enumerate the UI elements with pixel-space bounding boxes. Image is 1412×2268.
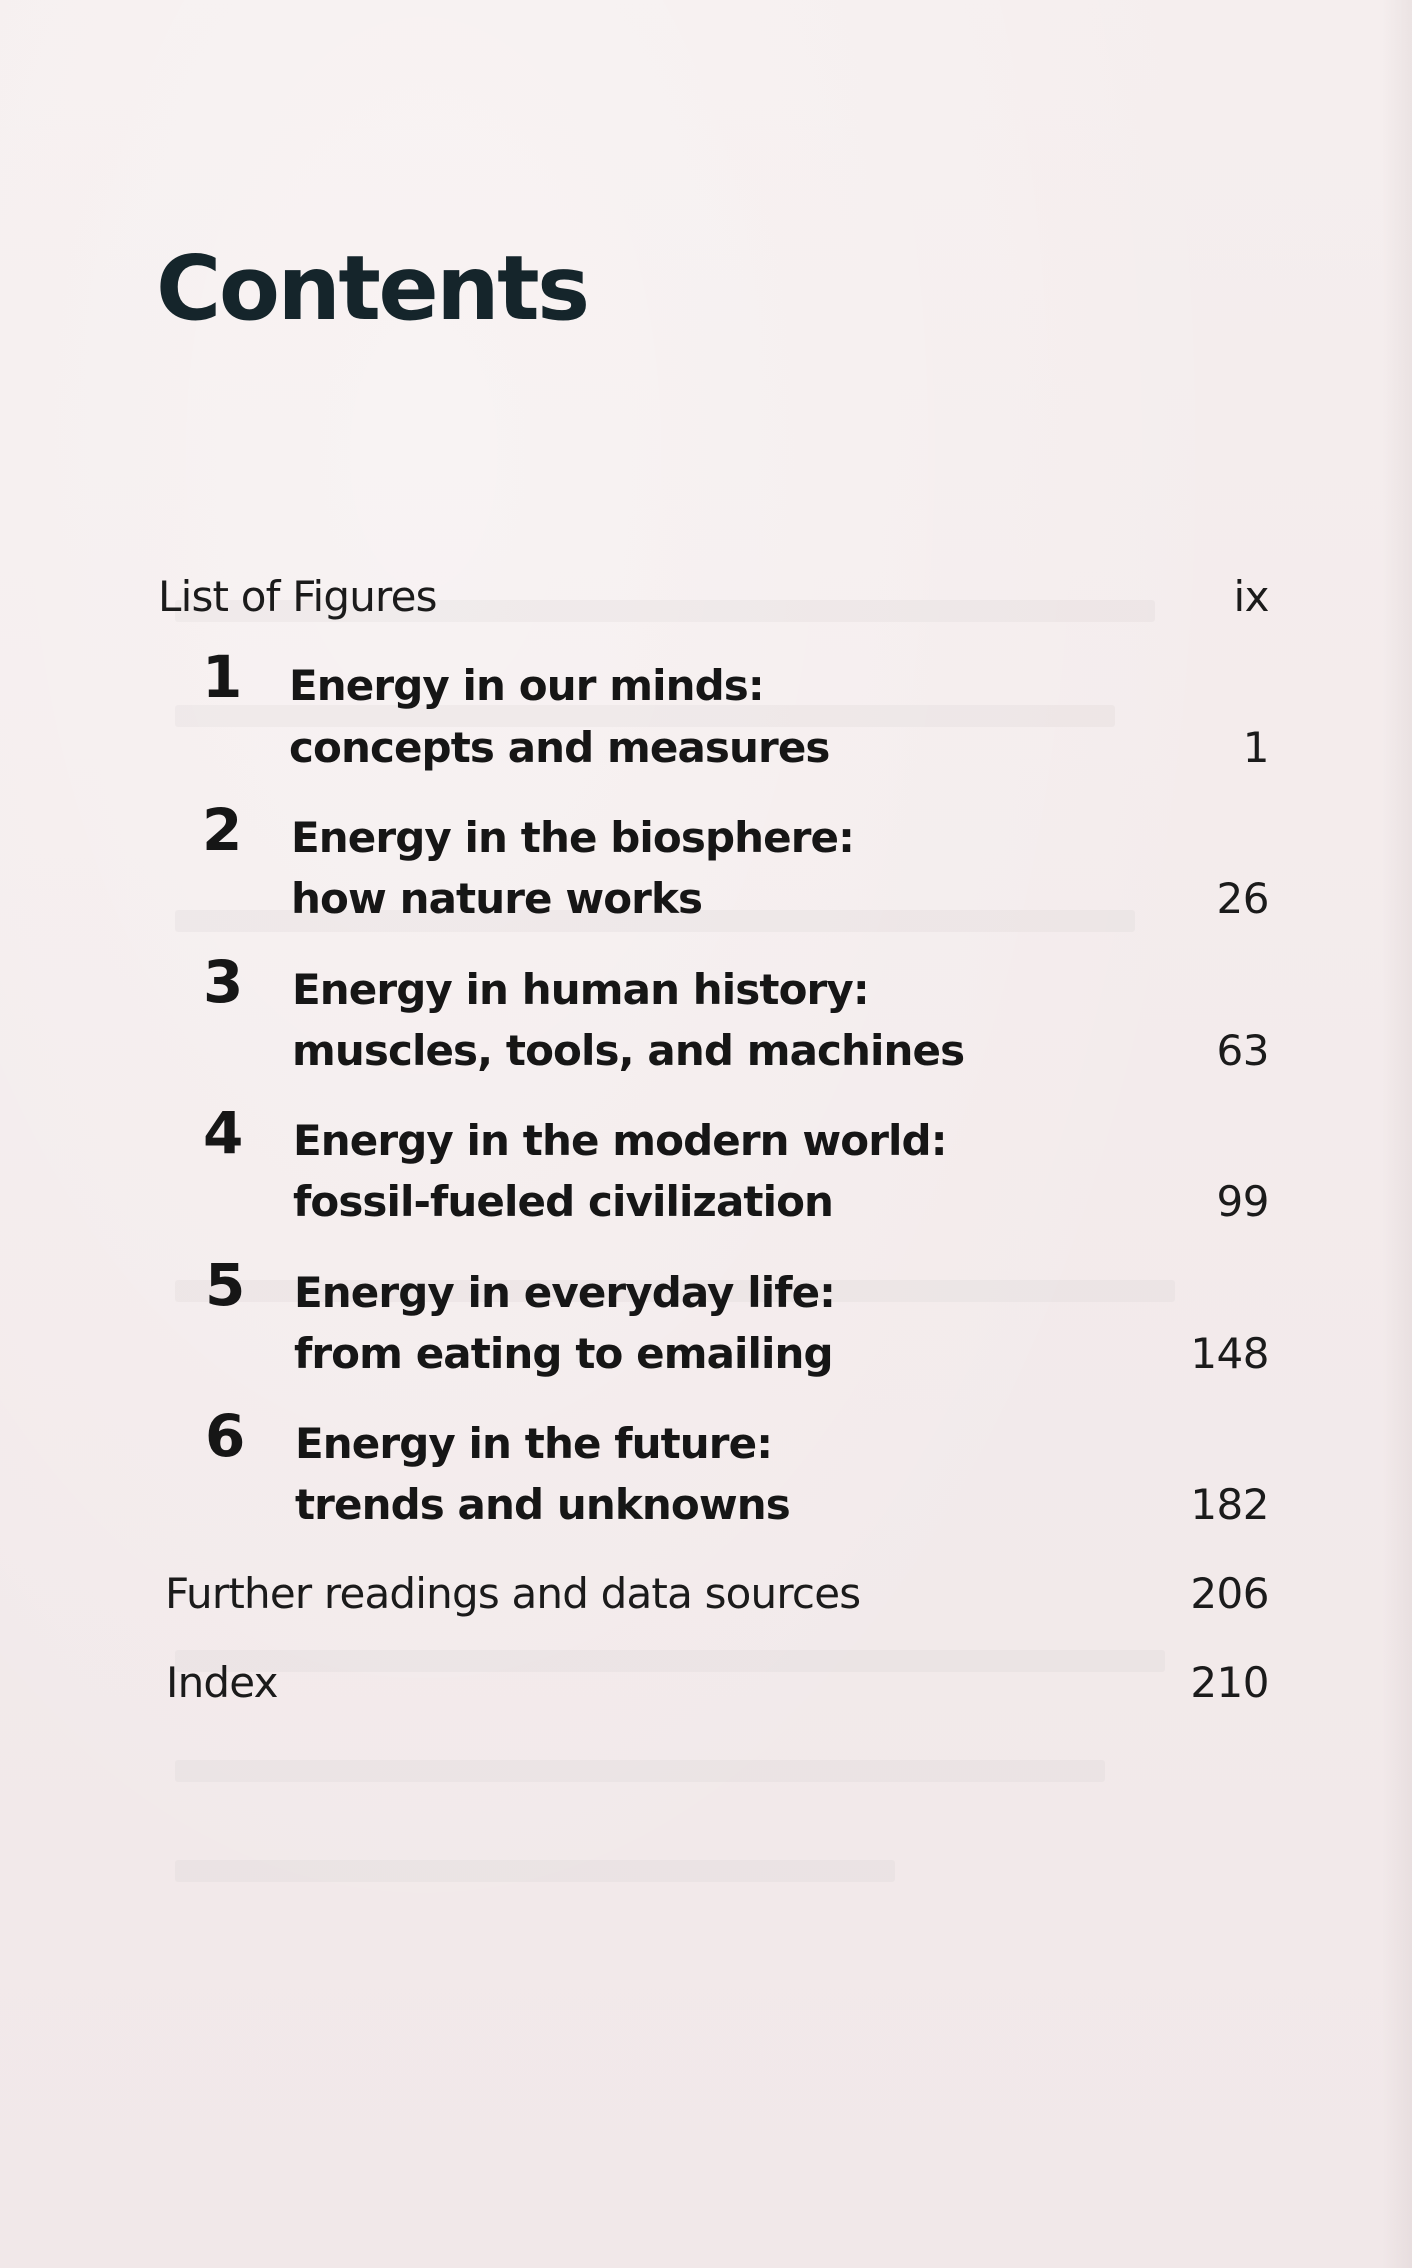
- chapter-title-line-1: Energy in the modern world:: [293, 1116, 947, 1165]
- toc-entry-label: List of Figures: [158, 572, 437, 621]
- chapter-number: 5: [205, 1251, 246, 1319]
- chapter-title-line-1: Energy in the biosphere:: [291, 813, 855, 862]
- bleed-through-line: [175, 1650, 1165, 1672]
- chapter-title-line-1: Energy in everyday life:: [294, 1268, 836, 1317]
- chapter-page: 182: [1190, 1480, 1269, 1529]
- chapter-title-line-2: muscles, tools, and machines: [292, 1026, 965, 1075]
- chapter-number: 1: [202, 643, 243, 711]
- chapter-title-line-1: Energy in the future:: [295, 1419, 773, 1468]
- chapter-title-line-2: concepts and measures: [289, 723, 830, 772]
- chapter-page: 26: [1216, 874, 1269, 923]
- chapter-number: 2: [202, 796, 243, 864]
- chapter-number: 6: [205, 1402, 246, 1470]
- chapter-title-line-2: how nature works: [291, 874, 703, 923]
- chapter-title-line-1: Energy in our minds:: [289, 661, 764, 710]
- chapter-title-line-2: from eating to emailing: [294, 1329, 833, 1378]
- chapter-number: 3: [203, 948, 244, 1016]
- chapter-title-line-2: trends and unknowns: [295, 1480, 790, 1529]
- chapter-page: 148: [1190, 1329, 1269, 1378]
- chapter-number: 4: [203, 1099, 244, 1167]
- toc-entry-page: 210: [1190, 1658, 1269, 1707]
- toc-entry-label: Further readings and data sources: [165, 1569, 861, 1618]
- bleed-through-line: [175, 1760, 1105, 1782]
- toc-entry-label: Index: [166, 1658, 278, 1707]
- chapter-page: 63: [1216, 1026, 1269, 1075]
- chapter-page: 1: [1242, 723, 1269, 772]
- chapter-page: 99: [1216, 1177, 1269, 1226]
- page-title: Contents: [156, 236, 588, 340]
- chapter-title-line-1: Energy in human history:: [292, 965, 869, 1014]
- bleed-through-line: [175, 1860, 895, 1882]
- chapter-title-line-2: fossil-fueled civilization: [293, 1177, 834, 1226]
- toc-entry-page: ix: [1233, 572, 1269, 621]
- page-edge-shadow: [1382, 0, 1412, 2268]
- toc-entry-page: 206: [1190, 1569, 1269, 1618]
